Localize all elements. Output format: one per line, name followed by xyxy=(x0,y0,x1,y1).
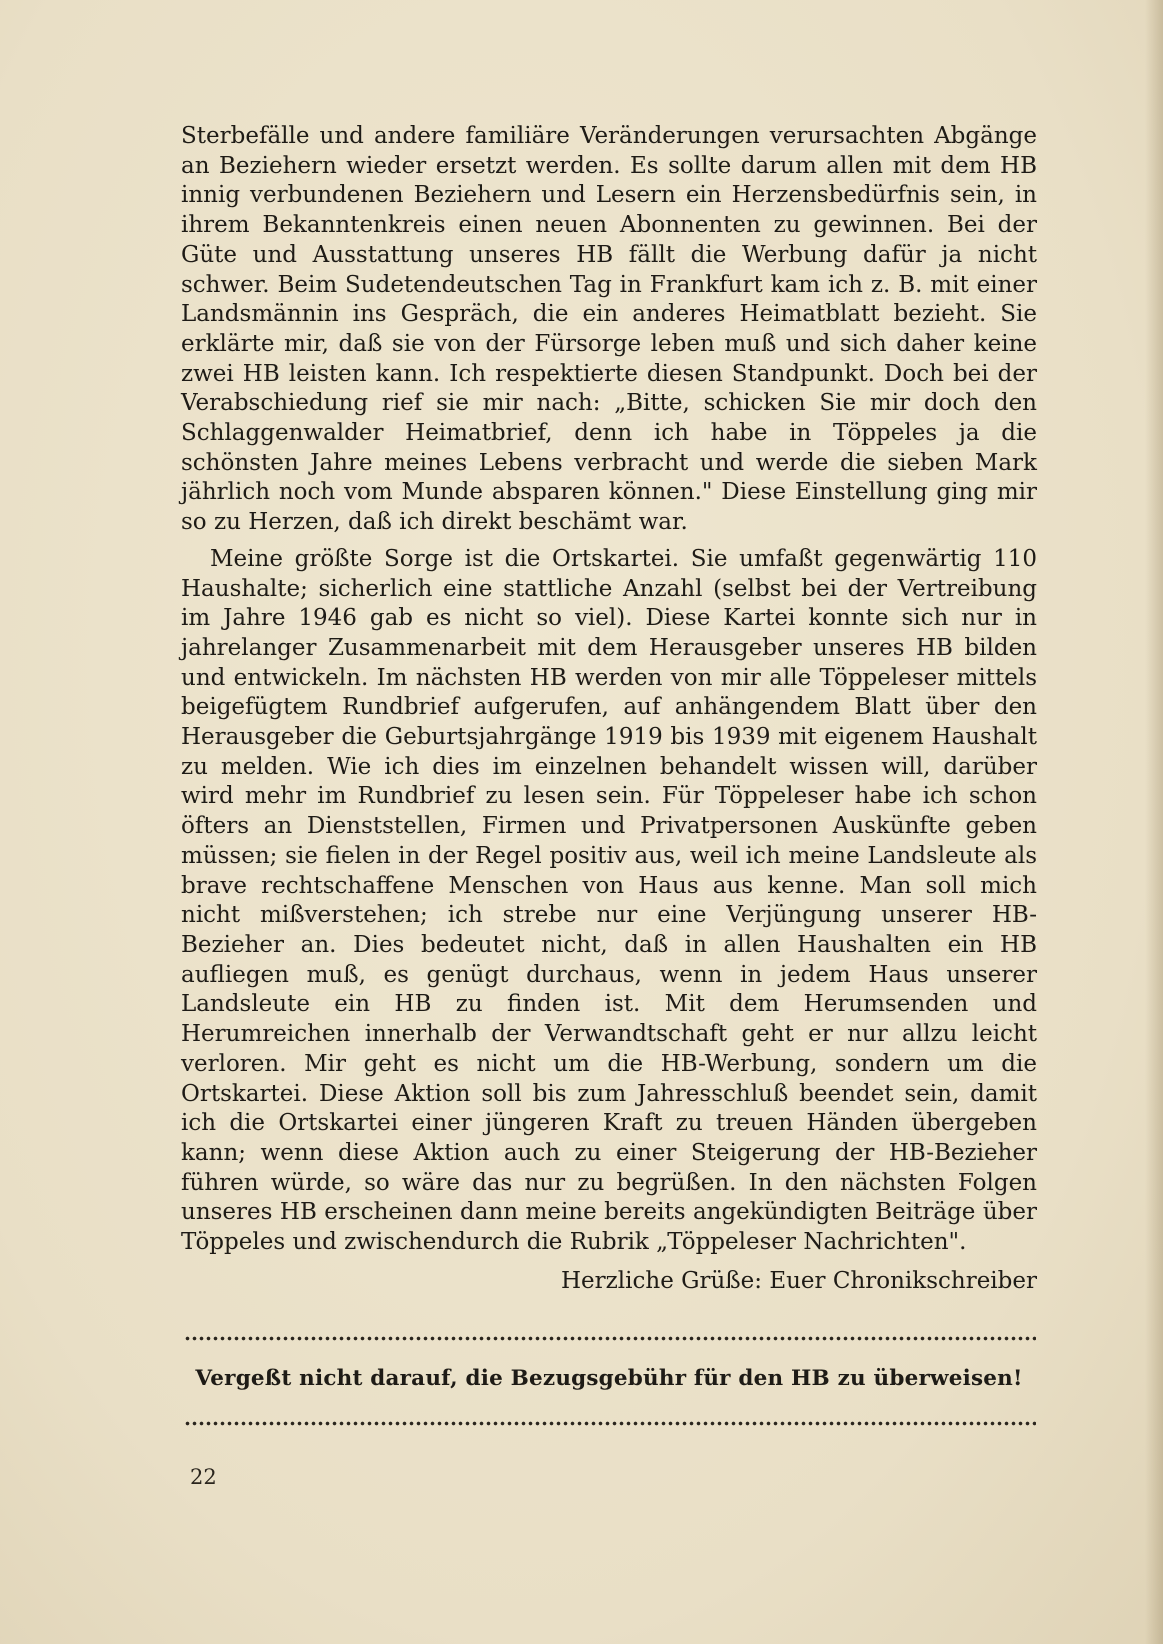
article-paragraph-1: Sterbefälle und andere familiäre Veränderungen verursachten Abgänge an Beziehern wieder ersetzt werden. Es sollte darum allen mit dem HB innig verbundenen Beziehern und Lesern ein Herzensbedürfnis sein, in ihrem Bekanntenkreis einen neuen Abonnenten zu gewinnen. Bei der Güte und Ausstattung unseres HB fällt die Werbung dafür ja nicht schwer. Beim Sudetendeutschen Tag in Frankfurt kam ich z. B. mit einer Landsmännin ins Gespräch, die ein anderes Heimatblatt bezieht. Sie erklärte mir, daß sie von der Fürsorge leben muß und sich daher keine zwei HB leisten kann. Ich respektierte diesen Standpunkt. Doch bei der Verabschiedung rief sie mir nach: „Bitte, schicken Sie mir doch den Schlaggenwalder Heimatbrief, denn ich habe in Töppeles ja die schönsten Jahre meines Lebens verbracht und werde die sieben Mark jährlich noch vom Munde absparen können." Diese Einstellung ging mir so zu Herzen, daß ich direkt beschämt war. xyxy=(181,123,1037,536)
payment-reminder-notice: Vergeßt nicht darauf, die Bezugsgebühr für den HB zu überweisen! xyxy=(195,1366,1023,1391)
article-body xyxy=(181,122,1037,1258)
page-number: 22 xyxy=(190,1465,217,1489)
article-paragraph-2: Meine größte Sorge ist die Ortskartei. Sie umfaßt gegenwärtig 110 Haushalte; sicherlich eine stattliche Anzahl (selbst bei der Vertreibung im Jahre 1946 gab es nicht so viel). Diese Kartei konnte sich nur in jahrelanger Zusammenarbeit mit dem Herausgeber unseres HB bilden und entwickeln. Im nächsten HB werden von mir alle Töppeleser mittels beigefügtem Rundbrief aufgerufen, auf anhängendem Blatt über den Herausgeber die Geburtsjahrgänge 1919 bis 1939 mit eigenem Haushalt zu melden. Wie ich dies im einzelnen behandelt wissen will, darüber wird mehr im Rundbrief zu lesen sein. Für Töppeleser habe ich schon öfters an Dienststellen, Firmen und Privatpersonen Auskünfte geben müssen; sie fielen in der Regel positiv aus, weil ich meine Landsleute als brave rechtschaffene Menschen von Haus aus kenne. Man soll mich nicht mißverstehen; ich strebe nur eine Verjüngung unserer HB-Bezieher an. Dies bedeutet nicht, daß in allen Haushalten ein HB aufliegen muß, es genügt durchaus, wenn in jedem Haus unserer Landsleute ein HB zu finden ist. Mit dem Herumsenden und Herumreichen innerhalb der Verwandtschaft geht er nur allzu leicht verloren. Mir geht es nicht um die HB-Werbung, sondern um die Ortskartei. Diese Aktion soll bis zum Jahresschluß beendet sein, damit ich die Ortskartei einer jüngeren Kraft zu treuen Händen übergeben kann; wenn diese Aktion auch zu einer Steigerung der HB-Bezieher führen würde, so wäre das nur zu begrüßen. In den nächsten Folgen unseres HB erscheinen dann meine bereits angekündigten Beiträge über Töppeles und zwischendurch die Rubrik „Töppeleser Nachrichten". xyxy=(181,545,1037,1256)
ornament-divider-bottom xyxy=(184,1421,1036,1426)
article-signature: Herzliche Grüße: Euer Chronikschreiber xyxy=(561,1268,1037,1294)
ornament-divider-top xyxy=(184,1336,1036,1341)
